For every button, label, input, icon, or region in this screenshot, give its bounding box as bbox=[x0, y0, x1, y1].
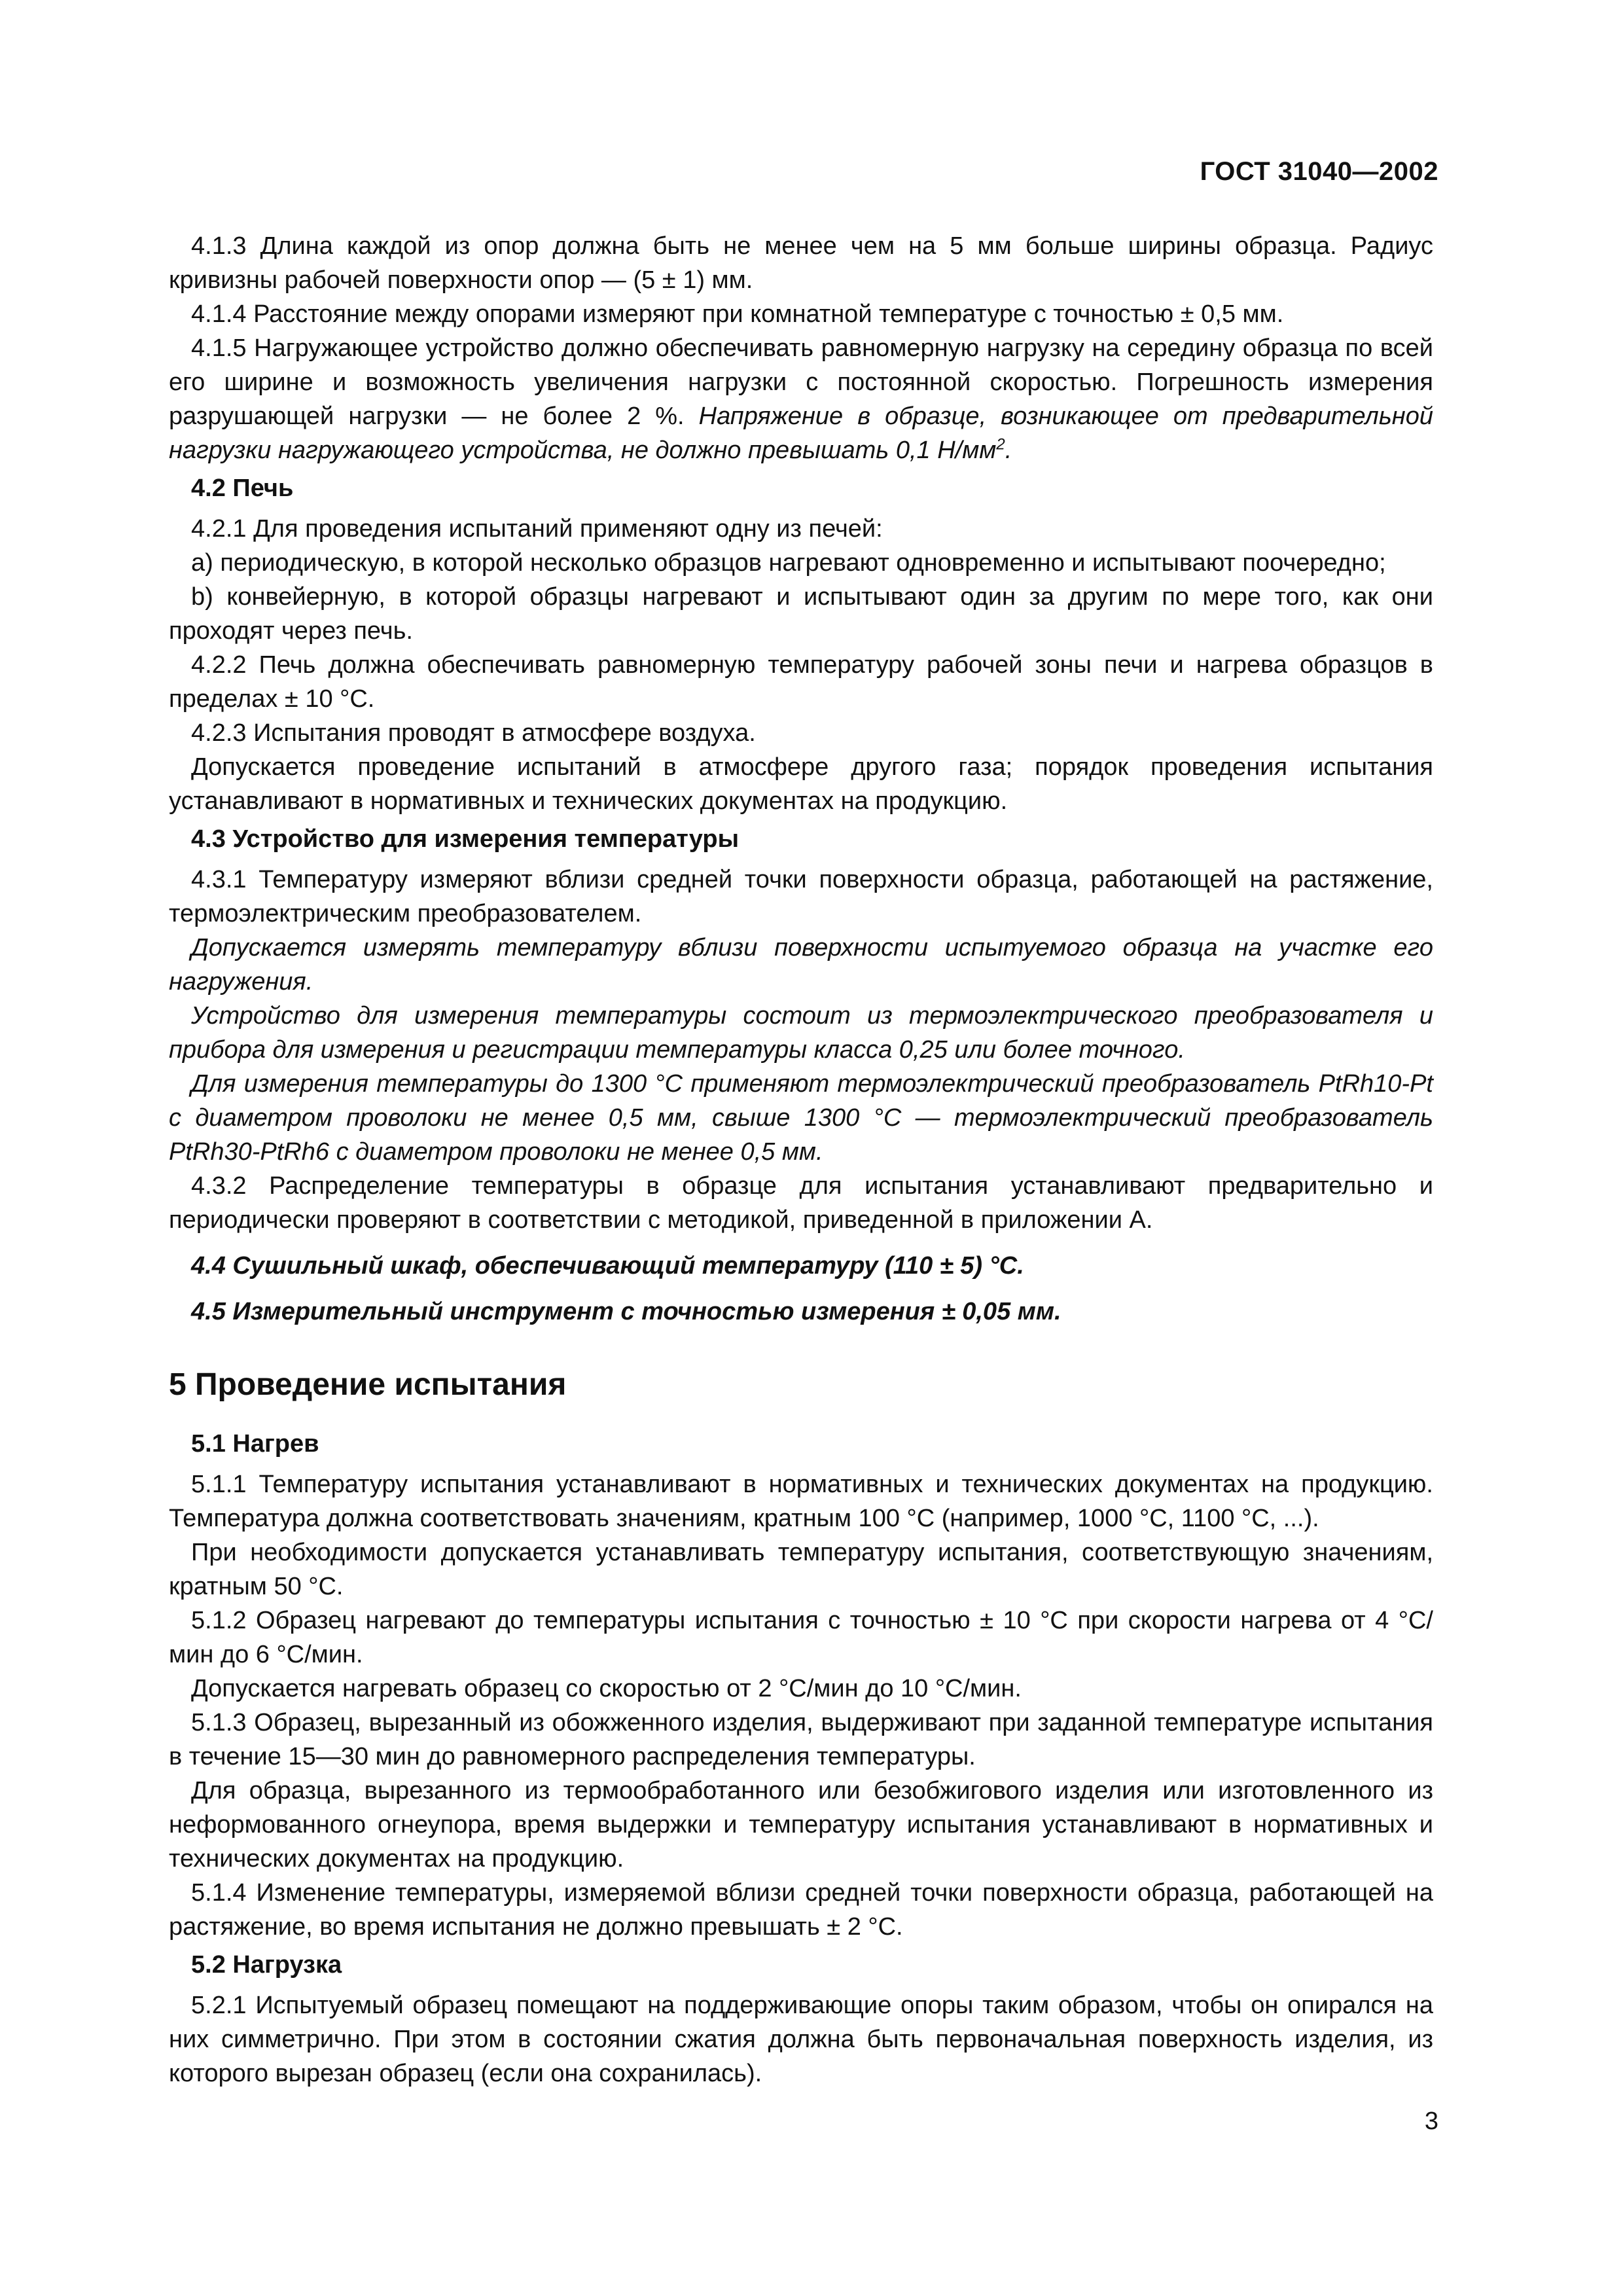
clause-5-2-1: 5.2.1 Испытуемый образец помещают на поддерживающие опоры таким образом, чтобы он опирался на них симметрично. При этом в состоянии сжатия должна быть первоначальная поверхность изделия, из которого вырезан образец (если она сохранилась). bbox=[169, 1992, 1433, 2087]
clause-5-1-1-note: При необходимости допускается устанавливать температуру испытания, соответствующую значениям, кратным 50 °С. bbox=[169, 1539, 1433, 1600]
clause-4-3-1-italic-1: Допускается измерять температуру вблизи поверхности испытуемого образца на участке его нагружения. bbox=[169, 934, 1433, 996]
clause-4-2-3-note: Допускается проведение испытаний в атмосфере другого газа; порядок проведения испытания устанавливают в нормативных и технических документах на продукцию. bbox=[169, 753, 1433, 815]
clause-5-1-2-note: Допускается нагревать образец со скоростью от 2 °С/мин до 10 °С/мин. bbox=[191, 1675, 1022, 1702]
section-5-2-heading: 5.2 Нагрузка bbox=[191, 1951, 342, 1979]
clause-4-1-5-text: 4.1.5 Нагружающее устройство должно обеспечивать равномерную нагрузку на середину образца по всей его ширине и возможность увеличения нагрузки с постоянной скоростью. Погрешность измерения разрушающей нагрузки — не более 2 %. bbox=[169, 334, 1433, 430]
document-body bbox=[169, 229, 1433, 2090]
clause-5-1-3-note: Для образца, вырезанного из термообработанного или безобжигового изделия или изготовленного из неформованного огнеупора, время выдержки и температуру испытания устанавливают в нормативных и технических документах на продукцию. bbox=[169, 1777, 1433, 1873]
clause-4-1-5-superscript: 2 bbox=[996, 435, 1005, 454]
clause-4-2-1-a: a) периодическую, в которой несколько образцов нагревают одновременно и испытывают поочередно; bbox=[191, 549, 1386, 577]
clause-4-1-5-italic: Напряжение в образце, возникающее от предварительной нагрузки нагружающего устройства, не должно превышать 0,1 Н/мм bbox=[169, 403, 1433, 464]
clause-4-1-5 bbox=[169, 331, 1433, 467]
clause-5-1-2: 5.1.2 Образец нагревают до температуры испытания с точностью ± 10 °С при скорости нагрева от 4 °С/мин до 6 °С/мин. bbox=[169, 1607, 1433, 1668]
clause-5-1-3: 5.1.3 Образец, вырезанный из обожженного изделия, выдерживают при заданной температуре испытания в течение 15—30 мин до равномерного распределения температуры. bbox=[169, 1709, 1433, 1770]
clause-4-2-3: 4.2.3 Испытания проводят в атмосфере воздуха. bbox=[191, 719, 756, 747]
clause-5-1-4: 5.1.4 Изменение температуры, измеряемой вблизи средней точки поверхности образца, работающей на растяжение, во время испытания не должно превышать ± 2 °С. bbox=[169, 1879, 1433, 1941]
clause-4-3-1: 4.3.1 Температуру измеряют вблизи средней точки поверхности образца, работающей на растяжение, термоэлектрическим преобразователем. bbox=[169, 866, 1433, 927]
standard-header: ГОСТ 31040—2002 bbox=[1200, 157, 1438, 186]
section-4-2-heading: 4.2 Печь bbox=[191, 475, 294, 502]
clause-5-1-1: 5.1.1 Температуру испытания устанавливают в нормативных и технических документах на продукцию. Температура должна соответствовать значениям, кратным 100 °С (например, 1000 °С, 1100 °С, ...). bbox=[169, 1471, 1433, 1532]
clause-4-1-4: 4.1.4 Расстояние между опорами измеряют при комнатной температуре с точностью ± 0,5 мм. bbox=[191, 300, 1284, 328]
clause-4-2-1: 4.2.1 Для проведения испытаний применяют одну из печей: bbox=[191, 515, 883, 543]
clause-4-3-1-italic-3: Для измерения температуры до 1300 °С применяют термоэлектрический преобразователь PtRh10-Pt с диаметром проволоки не менее 0,5 мм, свыше 1300 °С — термоэлектрический преобразователь PtRh30-PtRh6 с диаметром проволоки не менее 0,5 мм. bbox=[169, 1070, 1433, 1166]
clause-4-2-1-b: b) конвейерную, в которой образцы нагревают и испытывают один за другим по мере того, как они проходят через печь. bbox=[169, 583, 1433, 645]
clause-4-2-2: 4.2.2 Печь должна обеспечивать равномерную температуру рабочей зоны печи и нагрева образцов в пределах ± 10 °С. bbox=[169, 651, 1433, 713]
clause-4-1-3: 4.1.3 Длина каждой из опор должна быть не менее чем на 5 мм больше ширины образца. Радиус кривизны рабочей поверхности опор — (5 ± 1) мм. bbox=[169, 232, 1433, 294]
section-4-5-heading: 4.5 Измерительный инструмент с точностью измерения ± 0,05 мм. bbox=[191, 1298, 1061, 1325]
section-5-1-heading: 5.1 Нагрев bbox=[191, 1430, 319, 1458]
page-number: 3 bbox=[1424, 2108, 1438, 2135]
clause-4-3-1-italic-2: Устройство для измерения температуры состоит из термоэлектрического преобразователя и прибора для измерения и регистрации температуры класса 0,25 или более точного. bbox=[169, 1002, 1433, 1064]
section-4-4-heading: 4.4 Сушильный шкаф, обеспечивающий температуру (110 ± 5) °С. bbox=[191, 1252, 1024, 1280]
section-4-3-heading: 4.3 Устройство для измерения температуры bbox=[191, 825, 740, 853]
section-5-heading: 5 Проведение испытания bbox=[169, 1367, 567, 1402]
clause-4-3-2: 4.3.2 Распределение температуры в образце для испытания устанавливают предварительно и периодически проверяют в соответствии с методикой, приведенной в приложении А. bbox=[169, 1172, 1433, 1234]
clause-4-1-5-end: . bbox=[1005, 437, 1012, 464]
